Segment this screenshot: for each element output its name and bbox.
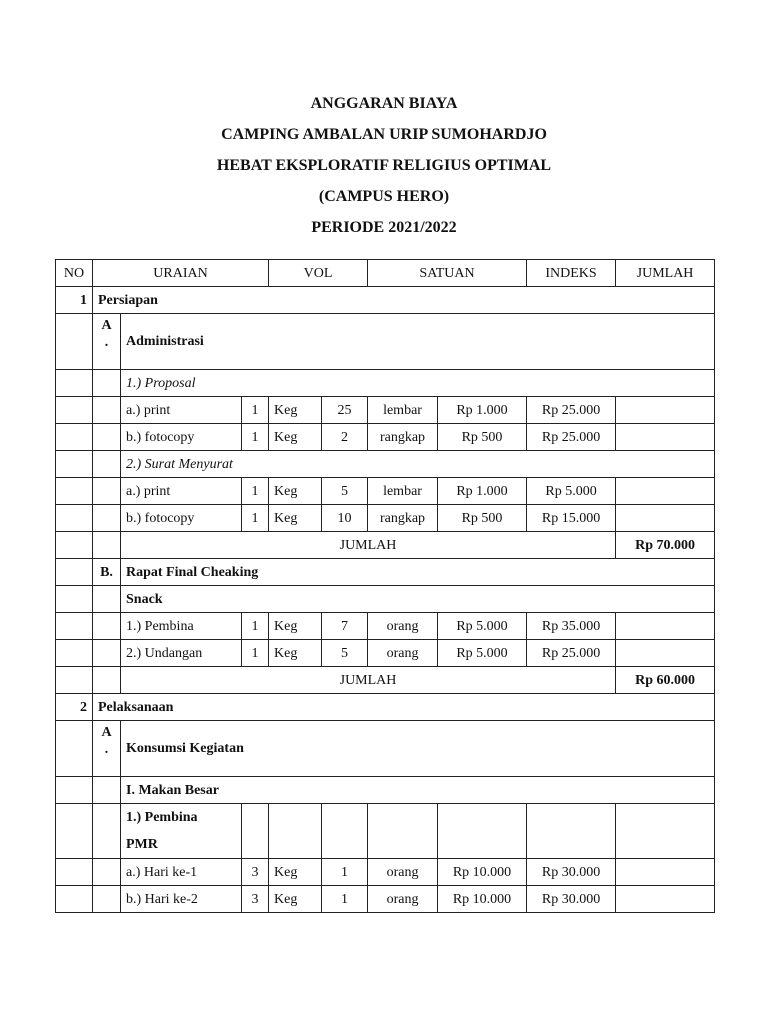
item-unit: lembar <box>368 397 438 424</box>
item-vol: 1 <box>242 424 269 451</box>
item-jumlah: Rp 5.000 <box>527 478 616 505</box>
item-qty: 5 <box>322 478 368 505</box>
section-label: Pelaksanaan <box>93 694 715 721</box>
item-vol: 1 <box>242 397 269 424</box>
item-jumlah: Rp 35.000 <box>527 613 616 640</box>
subsection-row <box>56 314 715 370</box>
item-indeks: Rp 5.000 <box>438 613 527 640</box>
item-unit: lembar <box>368 478 438 505</box>
document-title <box>0 91 768 246</box>
section-row <box>56 287 715 314</box>
group-row <box>56 586 715 613</box>
header-indeks: INDEKS <box>527 260 616 287</box>
subsection-letter: A . <box>93 721 121 777</box>
item-name: 2.) Undangan <box>121 640 242 667</box>
item-qty: 2 <box>322 424 368 451</box>
group-label: I. Makan Besar <box>121 777 715 804</box>
item-jumlah: Rp 25.000 <box>527 424 616 451</box>
item-name: 1.) Pembina <box>121 613 242 640</box>
item-vol-unit: Keg <box>269 859 322 886</box>
item-indeks: Rp 5.000 <box>438 640 527 667</box>
sum-label: JUMLAH <box>121 667 616 694</box>
item-jumlah: Rp 30.000 <box>527 859 616 886</box>
item-vol-unit: Keg <box>269 478 322 505</box>
item-indeks: Rp 500 <box>438 424 527 451</box>
header-no: NO <box>56 260 93 287</box>
table-row <box>56 478 715 505</box>
title-line-2: CAMPING AMBALAN URIP SUMOHARDJO <box>221 126 547 143</box>
item-indeks: Rp 1.000 <box>438 397 527 424</box>
subsection-letter: B. <box>93 559 121 586</box>
title-line-4: (CAMPUS HERO) <box>318 188 450 205</box>
section-number: 2 <box>56 694 93 721</box>
item-name: b.) fotocopy <box>121 424 242 451</box>
table-row <box>56 859 715 886</box>
group-row <box>56 451 715 478</box>
subsection-row <box>56 721 715 777</box>
group-label: 2.) Surat Menyurat <box>121 451 715 478</box>
item-unit: orang <box>368 886 438 913</box>
subsection-row <box>56 559 715 586</box>
item-name: b.) fotocopy <box>121 505 242 532</box>
table-header-row <box>56 260 715 287</box>
item-qty: 25 <box>322 397 368 424</box>
item-name: b.) Hari ke-2 <box>121 886 242 913</box>
item-jumlah: Rp 15.000 <box>527 505 616 532</box>
item-unit: orang <box>368 859 438 886</box>
item-vol: 1 <box>242 613 269 640</box>
sum-total: Rp 70.000 <box>616 532 715 559</box>
item-indeks: Rp 500 <box>438 505 527 532</box>
item-vol: 3 <box>242 859 269 886</box>
group-label: Snack <box>121 586 715 613</box>
header-jumlah: JUMLAH <box>616 260 715 287</box>
table-row <box>56 505 715 532</box>
item-indeks: Rp 10.000 <box>438 859 527 886</box>
sum-label: JUMLAH <box>121 532 616 559</box>
item-vol: 1 <box>242 478 269 505</box>
item-unit: orang <box>368 640 438 667</box>
table-row <box>56 613 715 640</box>
subsection-label: Administrasi <box>121 314 715 370</box>
title-line-3: HEBAT EKSPLORATIF RELIGIUS OPTIMAL <box>216 157 552 174</box>
group-label: 1.) Proposal <box>121 370 715 397</box>
budget-table <box>55 259 715 913</box>
item-vol: 1 <box>242 505 269 532</box>
item-unit: rangkap <box>368 424 438 451</box>
group-row <box>56 777 715 804</box>
subsection-label: Rapat Final Cheaking <box>121 559 715 586</box>
item-vol-unit: Keg <box>269 886 322 913</box>
item-jumlah: Rp 25.000 <box>527 397 616 424</box>
section-number: 1 <box>56 287 93 314</box>
group-row <box>56 804 715 859</box>
item-vol-unit: Keg <box>269 505 322 532</box>
section-label: Persiapan <box>93 287 715 314</box>
item-unit: rangkap <box>368 505 438 532</box>
section-row <box>56 694 715 721</box>
sum-row <box>56 532 715 559</box>
table-row <box>56 424 715 451</box>
item-indeks: Rp 10.000 <box>438 886 527 913</box>
title-line-1: ANGGARAN BIAYA <box>310 95 458 112</box>
group-label: 1.) Pembina PMR <box>121 804 242 859</box>
item-qty: 10 <box>322 505 368 532</box>
item-name: a.) print <box>121 478 242 505</box>
sum-row <box>56 667 715 694</box>
item-qty: 7 <box>322 613 368 640</box>
table-row <box>56 886 715 913</box>
subsection-label: Konsumsi Kegiatan <box>121 721 715 777</box>
item-jumlah: Rp 30.000 <box>527 886 616 913</box>
item-vol-unit: Keg <box>269 640 322 667</box>
item-unit: orang <box>368 613 438 640</box>
item-qty: 1 <box>322 859 368 886</box>
item-vol-unit: Keg <box>269 613 322 640</box>
table-row <box>56 397 715 424</box>
item-vol-unit: Keg <box>269 397 322 424</box>
item-name: a.) Hari ke-1 <box>121 859 242 886</box>
sum-total: Rp 60.000 <box>616 667 715 694</box>
item-name: a.) print <box>121 397 242 424</box>
item-vol: 3 <box>242 886 269 913</box>
header-uraian: URAIAN <box>93 260 269 287</box>
item-qty: 5 <box>322 640 368 667</box>
header-satuan: SATUAN <box>368 260 527 287</box>
item-vol-unit: Keg <box>269 424 322 451</box>
subsection-letter: A . <box>93 314 121 370</box>
item-jumlah: Rp 25.000 <box>527 640 616 667</box>
item-qty: 1 <box>322 886 368 913</box>
item-indeks: Rp 1.000 <box>438 478 527 505</box>
header-vol: VOL <box>269 260 368 287</box>
title-line-5: PERIODE 2021/2022 <box>311 219 457 236</box>
item-vol: 1 <box>242 640 269 667</box>
table-row <box>56 640 715 667</box>
group-row <box>56 370 715 397</box>
